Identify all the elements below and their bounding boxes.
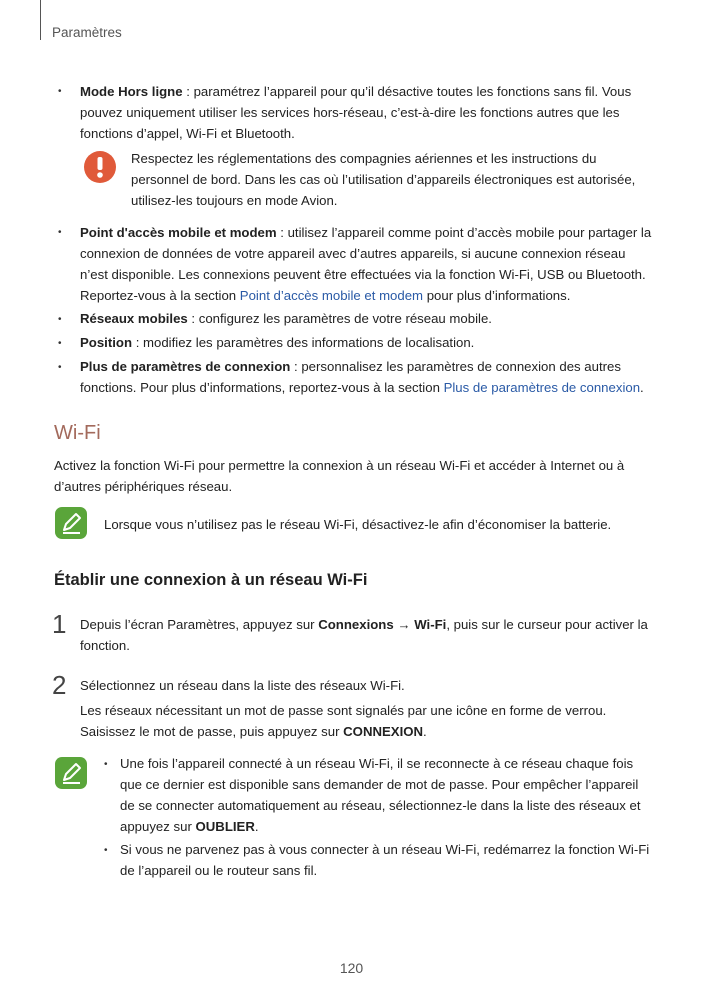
step-number: 1 bbox=[52, 609, 67, 639]
arrow-icon: → bbox=[393, 617, 415, 632]
bullet: • bbox=[58, 86, 62, 97]
step-2-line1: Sélectionnez un réseau dans la liste des réseaux Wi-Fi. bbox=[80, 678, 405, 693]
item-desc-end: pour plus d’informations. bbox=[423, 288, 571, 303]
step-text: Depuis l’écran Paramètres, appuyez sur bbox=[80, 617, 319, 632]
warning-text: Respectez les réglementations des compagnies aériennes et les instructions du personnel de bord. Dans les cas où l’utilisation d’appareils électroniques est autorisée, utilisez-les toujours en mode Avion. bbox=[131, 151, 636, 208]
note-bullet-reconnect bbox=[120, 753, 652, 837]
bullet: • bbox=[104, 845, 108, 856]
note-text-battery: Lorsque vous n’utilisez pas le réseau Wi-Fi, désactivez-le afin d’économiser la batterie. bbox=[104, 517, 612, 532]
item-desc: : utilisez l’appareil comme point d’accès mobile pour partager la connexion de données de votre appareil avec d’autres appareils, si aucune connexion réseau n’est disponible. Les connexions peuvent être effectuées via la fonction Wi-Fi, USB ou Bluetooth. Reportez-vous à la section bbox=[80, 225, 652, 303]
item-desc: : personnalisez les paramètres de connexion des autres fonctions. Pour plus d’informations, reportez-vous à la section bbox=[80, 359, 621, 395]
list-item-point-acces bbox=[80, 222, 652, 306]
warning-icon bbox=[83, 150, 117, 184]
header-rule bbox=[40, 0, 41, 40]
list-item-mode-hors-ligne bbox=[80, 81, 652, 144]
note-icon bbox=[54, 756, 88, 790]
section-title-wifi: Wi-Fi bbox=[54, 422, 101, 444]
bullet: • bbox=[58, 338, 62, 349]
button-oublier-label: OUBLIER bbox=[195, 819, 255, 834]
step-text: Les réseaux nécessitant un mot de passe sont signalés par une icône en forme de verrou. Saisissez le mot de passe, puis appuyez sur bbox=[80, 703, 607, 739]
header-section-title: Paramètres bbox=[52, 25, 122, 40]
note-text: . bbox=[254, 819, 259, 834]
bullet: • bbox=[58, 314, 62, 325]
item-desc: : configurez les paramètres de votre réseau mobile. bbox=[187, 311, 492, 326]
menu-wifi: Wi-Fi bbox=[414, 617, 447, 632]
step-1-text bbox=[80, 614, 652, 656]
subsection-title: Établir une connexion à un réseau Wi-Fi bbox=[54, 571, 368, 589]
note-text: Une fois l’appareil connecté à un réseau Wi-Fi, il se reconnecte à ce réseau chaque fois que ce dernier est disponible sans demander de mot de passe. Pour empêcher l’appareil de se connecter automatiquement au réseau, sélectionnez-le dans la liste des réseaux et appuyez sur bbox=[120, 756, 641, 834]
link-plus-parametres[interactable]: Plus de paramètres de connexion bbox=[443, 380, 641, 395]
item-term: Mode Hors ligne bbox=[80, 84, 183, 99]
item-term: Réseaux mobiles bbox=[80, 311, 188, 326]
step-text: , puis sur le curseur pour activer la fonction. bbox=[80, 617, 648, 653]
menu-connexions: Connexions bbox=[318, 617, 394, 632]
wifi-intro: Activez la fonction Wi-Fi pour permettre la connexion à un réseau Wi-Fi et accéder à Internet ou à d’autres périphériques réseau. bbox=[54, 458, 625, 494]
item-term: Plus de paramètres de connexion bbox=[80, 359, 291, 374]
item-desc: : paramétrez l’appareil pour qu’il désactive toutes les fonctions sans fil. Vous pouvez uniquement utiliser les services hors-réseau, c’est-à-dire les fonctions autres que les fonctions d’appel, Wi-Fi et Bluetooth. bbox=[80, 84, 632, 141]
item-desc-end: . bbox=[640, 380, 644, 395]
list-item-plus-parametres bbox=[80, 356, 652, 398]
page-number: 120 bbox=[339, 960, 364, 976]
button-connexion-label: CONNEXION bbox=[343, 724, 424, 739]
note-icon bbox=[54, 506, 88, 540]
link-point-acces[interactable]: Point d’accès mobile et modem bbox=[239, 288, 424, 303]
item-term: Point d'accès mobile et modem bbox=[80, 225, 277, 240]
bullet: • bbox=[58, 227, 62, 238]
bullet: • bbox=[104, 759, 108, 770]
list-item-position bbox=[80, 332, 652, 353]
step-2-line2 bbox=[80, 700, 652, 742]
bullet: • bbox=[58, 362, 62, 373]
item-desc: : modifiez les paramètres des informations de localisation. bbox=[132, 335, 475, 350]
note-bullet-restart: Si vous ne parvenez pas à vous connecter à un réseau Wi-Fi, redémarrez la fonction Wi-Fi de l’appareil ou le routeur sans fil. bbox=[120, 842, 650, 878]
step-number: 2 bbox=[52, 670, 67, 700]
list-item-reseaux-mobiles bbox=[80, 308, 652, 329]
step-text: . bbox=[423, 724, 427, 739]
item-term: Position bbox=[80, 335, 133, 350]
